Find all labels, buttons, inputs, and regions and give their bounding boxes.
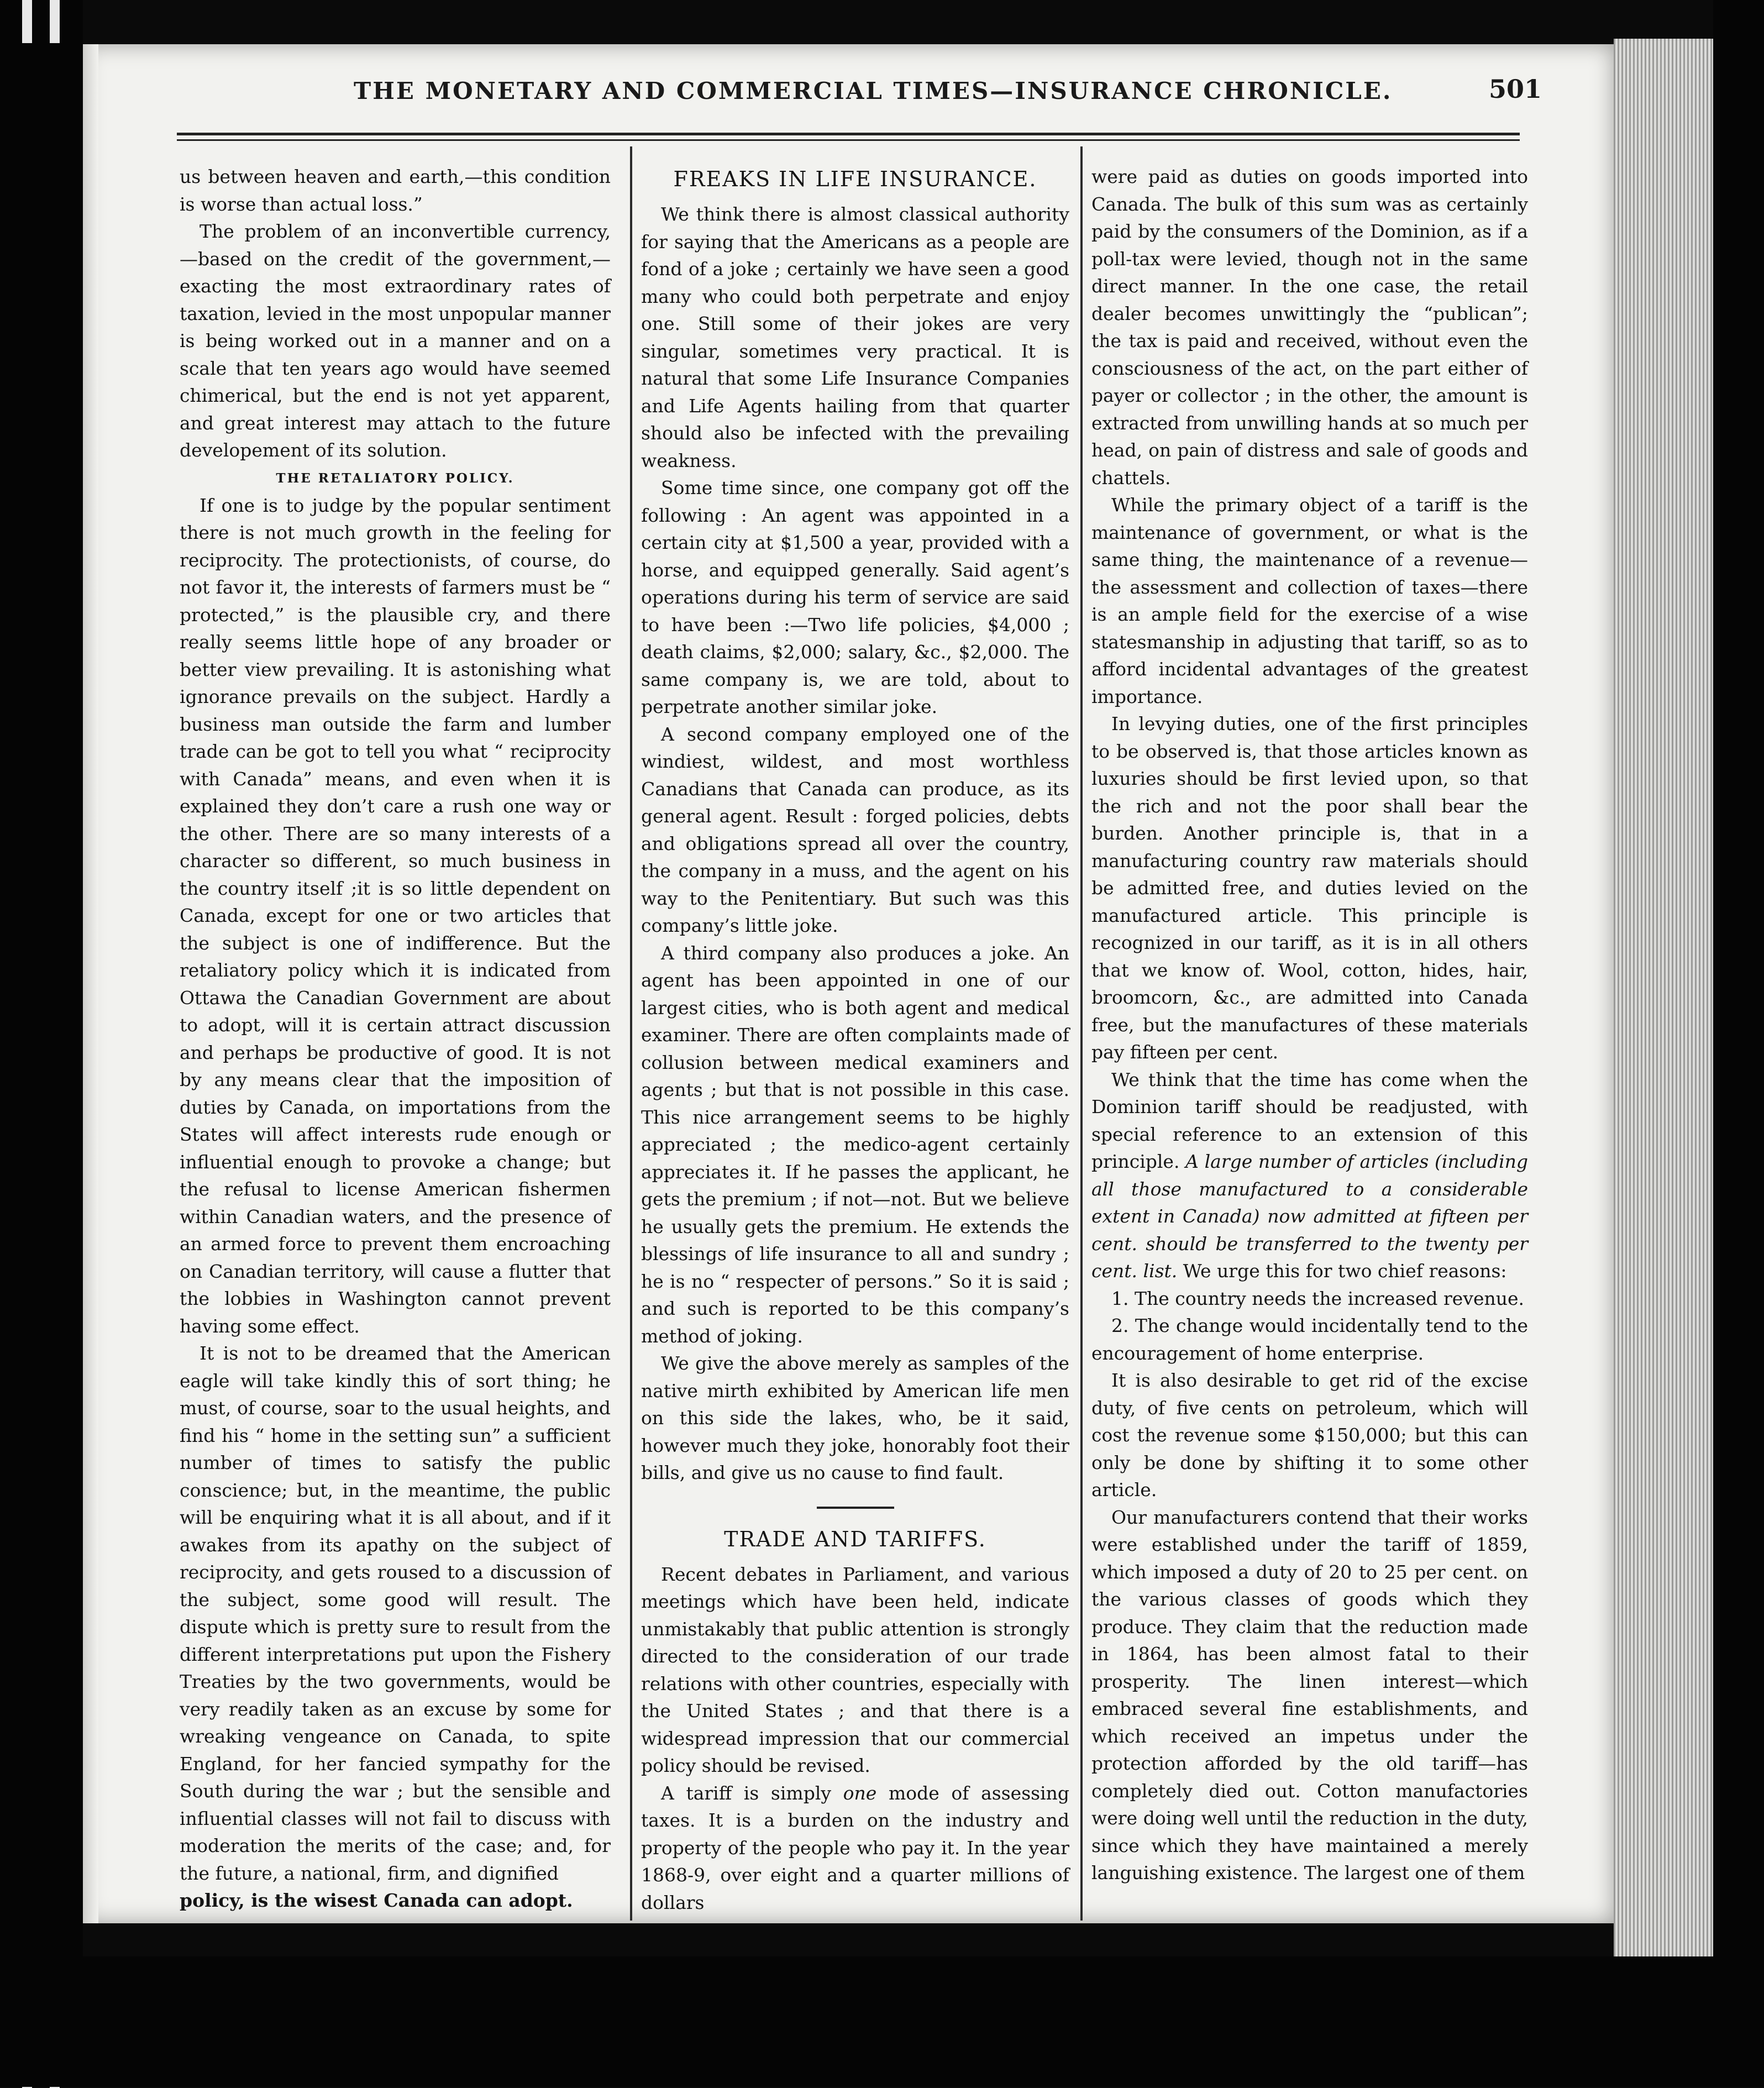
section-subhead: THE RETALIATORY POLICY.: [276, 470, 514, 486]
text-run: mode of assessing taxes. It is a burden on the industry and property of the people who pay it. In the year 1868-9, over eight and a quarter millions of dollars: [641, 1782, 1069, 1913]
text-run: We urge this for two chief reasons:: [1177, 1260, 1507, 1282]
text-run: A tariff is simply: [661, 1782, 843, 1804]
paragraph: It is also desirable to get rid of the excise duty, of five cents on petroleum, which will cost the revenue some $150,000; but this can only be done by shifting it to some other article.: [1091, 1370, 1528, 1501]
paragraph-end: policy, is the wisest Canada can adopt.: [180, 1890, 573, 1911]
article-column-2: [641, 163, 1069, 1916]
film-perforation: [22, 0, 32, 43]
masthead-title: THE MONETARY AND COMMERCIAL TIMES—INSURANCE CHRONICLE.: [354, 77, 1393, 104]
paragraph: If one is to judge by the popular sentiment there is not much growth in the feeling for reciprocity. The protectionists, of course, do not favor it, the interests of farmers must be “ protected,” is the plausible cry, and there really seems little hope of any broader or better view prevailing. It is astonishing what ignorance prevails on the subject. Hardly a business man outside the farm and lumber trade can be got to tell you what “ reciprocity with Canada” means, and even when it is explained they don’t care a rush one way or the other. There are so many interests of a character so different, so much business in the country itself ;it is so little dependent on Canada, except for one or two articles that the subject is one of indifference. But the retaliatory policy which it is indicated from Ottawa the Canadian Government are about to adopt, will it is certain attract discussion and perhaps be productive of good. It is not by any means clear that the imposition of duties by Canada, on importations from the States will affect interests rude enough or influential enough to provoke a change; but the refusal to license American fishermen within Canadian waters, and the presence of an armed force to prevent them encroaching on Canadian territory, will cause a flutter that the lobbies in Washington cannot prevent having some effect.: [180, 494, 611, 1337]
paragraph: Some time since, one company got off the following : An agent was appointed in a certain city at $1,500 a year, provided with a horse, and equipped generally. Said agent’s operations during his term of service are said to have been :—Two life policies, $4,000 ; death claims, $2,000; salary, &c., $2,000. The same company is, we are told, about to perpetrate another similar joke.: [641, 477, 1069, 717]
header-rule: [177, 139, 1520, 141]
section-divider: [817, 1507, 894, 1509]
film-edge-right: [1713, 0, 1764, 2087]
paragraph: The problem of an inconvertible currency, —based on the credit of the government,— exacting the most extraordinary rates of taxation, levied in the most unpopular manner is being worked out in a manner and on a scale that ten years ago would have seemed chimerical, but the end is not yet apparent, and great interest may attach to the future developement of its solution.: [180, 221, 611, 461]
paragraph: We think there is almost classical authority for saying that the Americans as a people are fond of a joke ; certainly we have seen a good many who could both perpetrate and enjoy one. Still some of their jokes are very singular, sometimes very practical. It is natural that some Life Insurance Companies and Life Agents hailing from that quarter should also be infected with the prevailing weakness.: [641, 203, 1069, 471]
paragraph: Recent debates in Parliament, and various meetings which have been held, indicate unmistakably that public attention is strongly directed to the consideration of our trade relations with other countries, especially with the United States ; and that there is a widespread impression that our commercial policy should be revised.: [641, 1563, 1069, 1776]
column-rule: [1080, 146, 1083, 1921]
film-edge-left: [0, 0, 83, 2087]
paragraph: Our manufacturers contend that their works were established under the tariff of 1859, which imposed a duty of 20 to 25 per cent. on the various classes of goods which they produce. They claim that the reduction made in 1864, has been almost fatal to their prosperity. The linen interest—which embraced several fine establishments, and which received an impetus under the protection afforded by the old tariff—has completely died out. Cotton manufactories were doing well until the reduction in the duty, since which they have maintained a merely languishing existence. The largest one of them: [1091, 1506, 1528, 1884]
paragraph: A second company employed one of the windiest, wildest, and most worthless Canadians that Canada can produce, as its general agent. Result : forged policies, debts and obligations spread all over the country, the company in a muss, and the agent on his way to the Penitentiary. But such was this company’s little joke.: [641, 723, 1069, 936]
paragraph: [1091, 1066, 1528, 1285]
column-rule: [630, 146, 632, 1921]
paragraph: In levying duties, one of the first principles to be observed is, that those articles known as luxuries should be first levied upon, so that the rich and not the poor shall bear the burden. Another principle is, that in a manufacturing country raw materials should be admitted free, and duties levied on the manufactured article. This principle is recognized in our tariff, as it is in all others that we know of. Wool, cotton, hides, hair, broomcorn, &c., are admitted into Canada free, but the manufactures of these materials pay fifteen per cent.: [1091, 713, 1528, 1063]
italic-text: one: [843, 1782, 877, 1804]
article-headline: FREAKS IN LIFE INSURANCE.: [673, 167, 1037, 191]
page-number: 501: [1488, 74, 1542, 104]
film-edge-bottom: [0, 1956, 1764, 2087]
paragraph: A third company also produces a joke. An agent has been appointed in one of our largest cities, who is both agent and medical examiner. There are often complaints made of collusion between medical examiners and agents ; but that is not possible in this case. This nice arrangement seems to be highly appreciated ; the medico-agent certainly appreciates it. If he passes the applicant, he gets the premium ; if not—not. But we believe he usually gets the premium. He extends the blessings of life insurance to all and sundry ; he is no “ respecter of persons.” So it is said ; and such is reported to be this company’s method of joking.: [641, 942, 1069, 1347]
reason-item: 1. The country needs the increased revenue.: [1111, 1287, 1525, 1309]
paragraph: It is not to be dreamed that the American eagle will take kindly this of sort thing; he must, of course, soar to the usual heights, and find his “ home in the setting sun” a sufficient number of times to satisfy the public conscience; but, in the meantime, the public will be enquiring what it is all about, and if it awakes from its apathy on the subject of reciprocity, and gets roused to a discussion of the subject, some good will result. The dispute which is pretty sure to result from the different interpretations put upon the Fishery Treaties by the two governments, would be very readily taken as an excuse by some for wreaking vengeance on Canada, to spite England, for her fancied sympathy for the South during the war ; but the sensible and influential classes will not fail to discuss with moderation the merits of the case; and, for the future, a national, firm, and dignified: [180, 1342, 611, 1884]
running-head: [354, 74, 1542, 122]
paragraph: were paid as duties on goods imported into Canada. The bulk of this sum was as certainly paid by the consumers of the Dominion, as if a poll-tax were levied, though not in the same direct manner. In the one case, the retail dealer becomes unwittingly the “publican”; the tax is paid and received, without even the consciousness of the act, on the part either of payer or collector ; in the other, the amount is extracted from unwilling hands at so much per head, on pain of distress and sale of goods and chattels.: [1091, 166, 1528, 489]
reason-item: 2. The change would incidentally tend to the encouragement of home enterprise.: [1091, 1315, 1528, 1364]
paragraph: While the primary object of a tariff is the maintenance of government, or what is the same thing, the maintenance of a revenue— the assessment and collection of taxes—there is an ample field for the exercise of a wise statesmanship in adjusting that tariff, so as to afford incidental advantages of the greatest importance.: [1091, 494, 1528, 707]
italic-text: A large number of articles (including all those manufactured to a considerable extent in Canada) now admitted at fifteen per cent. should be transferred to the twenty per cent. list.: [1091, 1151, 1528, 1282]
paragraph: We give the above merely as samples of the native mirth exhibited by American life men on this side the lakes, who, be it said, however much they joke, honorably foot their bills, and give us no cause to find fault.: [641, 1352, 1069, 1483]
article-column-3: [1091, 163, 1528, 1887]
text-run: We think that the time has come when the Dominion tariff should be readjusted, with special reference to an extension of this principle.: [1091, 1068, 1528, 1172]
film-perforation: [50, 0, 60, 43]
paragraph: us between heaven and earth,—this condition is worse than actual loss.”: [180, 166, 611, 215]
header-rule: [177, 133, 1520, 135]
page-gutter: [83, 44, 98, 1923]
page-edges: [1614, 39, 1713, 1956]
article-column-1: [180, 163, 611, 1914]
article-headline: TRADE AND TARIFFS.: [724, 1526, 986, 1551]
paragraph: [641, 1780, 1069, 1917]
